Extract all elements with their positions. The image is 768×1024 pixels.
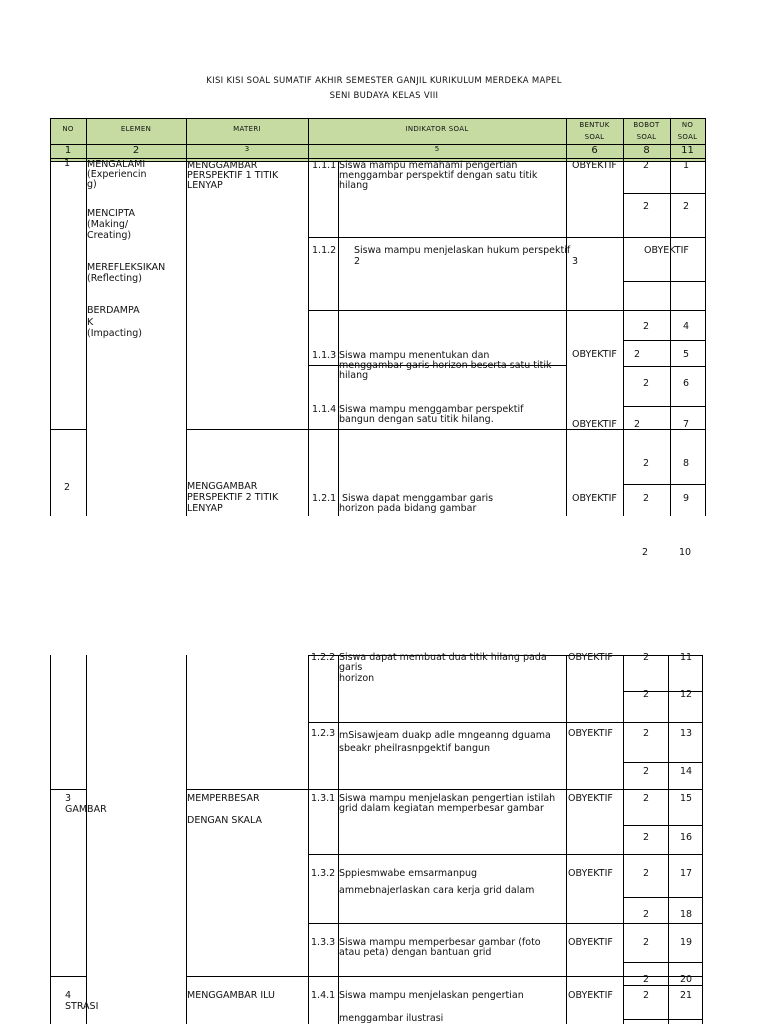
indikator-132-l1: Sppiesmwabe emsarmanpug (339, 868, 478, 879)
bobot-14: 2 (643, 766, 650, 777)
bobot-10: 2 (642, 547, 649, 558)
materi-3-l1: MEMPERBESAR (187, 793, 260, 804)
header-no: NO (62, 125, 74, 133)
materi-1-l3: LENYAP (187, 180, 223, 191)
no-soal-6: 6 (683, 378, 690, 389)
row-gambar: GAMBAR (65, 804, 107, 815)
no-soal-12: 12 (680, 689, 693, 700)
no-soal-14: 14 (680, 766, 693, 777)
header-bobot-1: BOBOT (633, 121, 660, 129)
bentuk-123: OBYEKTIF (568, 728, 613, 739)
no-soal-11: 11 (680, 652, 693, 663)
no-soal-7: 7 (683, 419, 690, 430)
bobot-7: 2 (634, 419, 641, 430)
bobot-16: 2 (643, 832, 650, 843)
bentuk-111: OBYEKTIF (572, 160, 617, 171)
materi-4: MENGGAMBAR ILU (187, 990, 275, 1001)
no-soal-17: 17 (680, 868, 693, 879)
bentuk-141: OBYEKTIF (568, 990, 613, 1001)
row-no-3: 3 (65, 793, 72, 804)
no-soal-8: 8 (683, 458, 690, 469)
header-materi: MATERI (233, 125, 261, 133)
bobot-11: 2 (643, 652, 650, 663)
indikator-113-l2: menggambar garis horizon beserta satu titik (339, 360, 552, 371)
materi-2-l3: LENYAP (187, 503, 223, 514)
bentuk-112: OBYEKTIF (644, 245, 689, 256)
indikator-122-l2: garis (339, 662, 363, 673)
index-2: 2 (132, 145, 140, 156)
bobot-9: 2 (643, 493, 650, 504)
indikator-code-114: 1.1.4 (312, 404, 337, 415)
no-soal-20: 20 (680, 974, 693, 985)
indikator-121-l2: horizon pada bidang gambar (339, 503, 477, 514)
elemen-mengalami-en: (Experiencin (87, 169, 147, 180)
index-5: 5 (434, 145, 440, 153)
indikator-111-l1: Siswa mampu memahami pengertian (339, 160, 518, 171)
header-nosoal-1: NO (681, 121, 694, 129)
no-soal-18: 18 (680, 909, 693, 920)
bentuk-131: OBYEKTIF (568, 793, 613, 804)
elemen-merefleksikan-en: (Reflecting) (87, 273, 142, 284)
bobot-20: 2 (643, 974, 650, 985)
index-1: 1 (64, 145, 72, 156)
indikator-code-121: 1.2.1 (312, 493, 337, 504)
index-6: 6 (591, 145, 598, 156)
no-soal-13: 13 (680, 728, 693, 739)
elemen-mengalami-en2: g) (87, 179, 97, 190)
bobot-6: 2 (643, 378, 650, 389)
row-no-4: 4 (65, 990, 72, 1001)
elemen-mengalami: MENGALAMI (87, 159, 146, 170)
index-11: 11 (681, 145, 694, 156)
header-elemen: ELEMEN (120, 125, 152, 133)
indikator-114-l2: bangun dengan satu titik hilang. (339, 414, 494, 425)
indikator-112-c: 3 (572, 256, 579, 267)
indikator-123-l2: sbeakr pheilrasnpgektif bangun (339, 743, 491, 754)
indikator-133-l1: Siswa mampu memperbesar gambar (foto (339, 937, 541, 948)
indikator-133-l2: atau peta) dengan bantuan grid (339, 947, 492, 958)
document-title-line1: KISI KISI SOAL SUMATIF AKHIR SEMESTER GANJIL KURIKULUM MERDEKA MAPEL (206, 76, 562, 86)
indikator-121-l1: Siswa dapat menggambar garis (342, 493, 494, 504)
bobot-19: 2 (643, 937, 650, 948)
header-bobot-2: SOAL (636, 133, 657, 141)
bobot-17: 2 (643, 868, 650, 879)
materi-1-l1: MENGGAMBAR (187, 160, 258, 171)
no-soal-10: 10 (679, 547, 692, 558)
indikator-113-l1: Siswa mampu menentukan dan (339, 350, 490, 361)
indikator-131-l2: grid dalam kegiatan memperbesar gambar (339, 803, 544, 814)
bobot-2: 2 (643, 201, 650, 212)
elemen-mencipta: MENCIPTA (87, 208, 136, 219)
indikator-131-l1: Siswa mampu menjelaskan pengertian istilah (339, 793, 556, 804)
indikator-111-l2: menggambar perspektif dengan satu titik (339, 170, 538, 181)
bobot-13: 2 (643, 728, 650, 739)
indikator-code-123: 1.2.3 (311, 728, 336, 739)
indikator-132-l2: ammebnajerlaskan cara kerja grid dalam (339, 885, 535, 896)
indikator-code-141: 1.4.1 (311, 990, 336, 1001)
index-3: 3 (244, 145, 250, 153)
bobot-4: 2 (643, 321, 650, 332)
bobot-1: 2 (643, 160, 650, 171)
indikator-122-l1: Siswa dapat membuat dua titik hilang pada (339, 652, 547, 663)
bentuk-121: OBYEKTIF (572, 493, 617, 504)
index-8: 8 (643, 145, 650, 156)
header-nosoal-2: SOAL (677, 133, 698, 141)
bobot-15: 2 (643, 793, 650, 804)
header-bentuk-1: BENTUK (579, 121, 610, 129)
elemen-merefleksikan: MEREFLEKSIKAN (87, 262, 166, 273)
no-soal-19: 19 (680, 937, 693, 948)
no-soal-5: 5 (683, 349, 690, 360)
indikator-114-l1: Siswa mampu menggambar perspektif (339, 404, 524, 415)
materi-1-l2: PERSPEKTIF 1 TITIK (187, 170, 279, 181)
elemen-mencipta-en: (Making/ (87, 219, 129, 230)
indikator-111-l3: hilang (339, 180, 369, 191)
no-soal-21: 21 (680, 990, 693, 1001)
document-title-line2: SENI BUDAYA KELAS VIII (329, 91, 439, 101)
bentuk-132: OBYEKTIF (568, 868, 613, 879)
header-bentuk-2: SOAL (584, 133, 605, 141)
row-no-2: 2 (64, 482, 71, 493)
indikator-123-l1: mSisawjeam duakp adle mngeanng dguama (339, 730, 551, 741)
indikator-code-131: 1.3.1 (311, 793, 336, 804)
bentuk-113: OBYEKTIF (572, 349, 617, 360)
no-soal-4: 4 (683, 321, 690, 332)
indikator-113-l3: hilang (339, 370, 369, 381)
indikator-112: Siswa mampu menjelaskan hukum perspektif (354, 245, 571, 256)
bobot-12: 2 (643, 689, 650, 700)
indikator-code-132: 1.3.2 (311, 868, 336, 879)
materi-2-l1: MENGGAMBAR (187, 481, 258, 492)
materi-3-l2: DENGAN SKALA (187, 815, 263, 826)
no-soal-1: 1 (683, 160, 690, 171)
bentuk-122: OBYEKTIF (568, 652, 613, 663)
indikator-code-122: 1.2.2 (311, 652, 336, 663)
indikator-code-133: 1.3.3 (311, 937, 336, 948)
materi-2-l2: PERSPEKTIF 2 TITIK (187, 492, 279, 503)
no-soal-9: 9 (683, 493, 690, 504)
bobot-5: 2 (634, 349, 641, 360)
row-no-1: 1 (64, 158, 71, 169)
elemen-mencipta-en2: Creating) (87, 230, 132, 241)
row-strasi: STRASI (65, 1001, 99, 1012)
indikator-141-l2: menggambar ilustrasi (339, 1013, 444, 1024)
header-indikator: INDIKATOR SOAL (405, 125, 469, 133)
indikator-112-b: 2 (354, 256, 361, 267)
no-soal-2: 2 (683, 201, 690, 212)
bobot-21: 2 (643, 990, 650, 1001)
indikator-141-l1: Siswa mampu menjelaskan pengertian (339, 990, 524, 1001)
indikator-code-111: 1.1.1 (312, 160, 337, 171)
bobot-18: 2 (643, 909, 650, 920)
elemen-berdampak-k: K (87, 317, 94, 328)
bobot-8: 2 (643, 458, 650, 469)
elemen-berdampak-en: (Impacting) (87, 328, 142, 339)
elemen-berdampak: BERDAMPA (87, 305, 140, 316)
no-soal-16: 16 (680, 832, 693, 843)
bentuk-114: OBYEKTIF (572, 419, 617, 430)
indikator-code-113: 1.1.3 (312, 350, 337, 361)
indikator-122-l3: horizon (339, 673, 375, 684)
indikator-code-112: 1.1.2 (312, 245, 337, 256)
no-soal-15: 15 (680, 793, 693, 804)
bentuk-133: OBYEKTIF (568, 937, 613, 948)
